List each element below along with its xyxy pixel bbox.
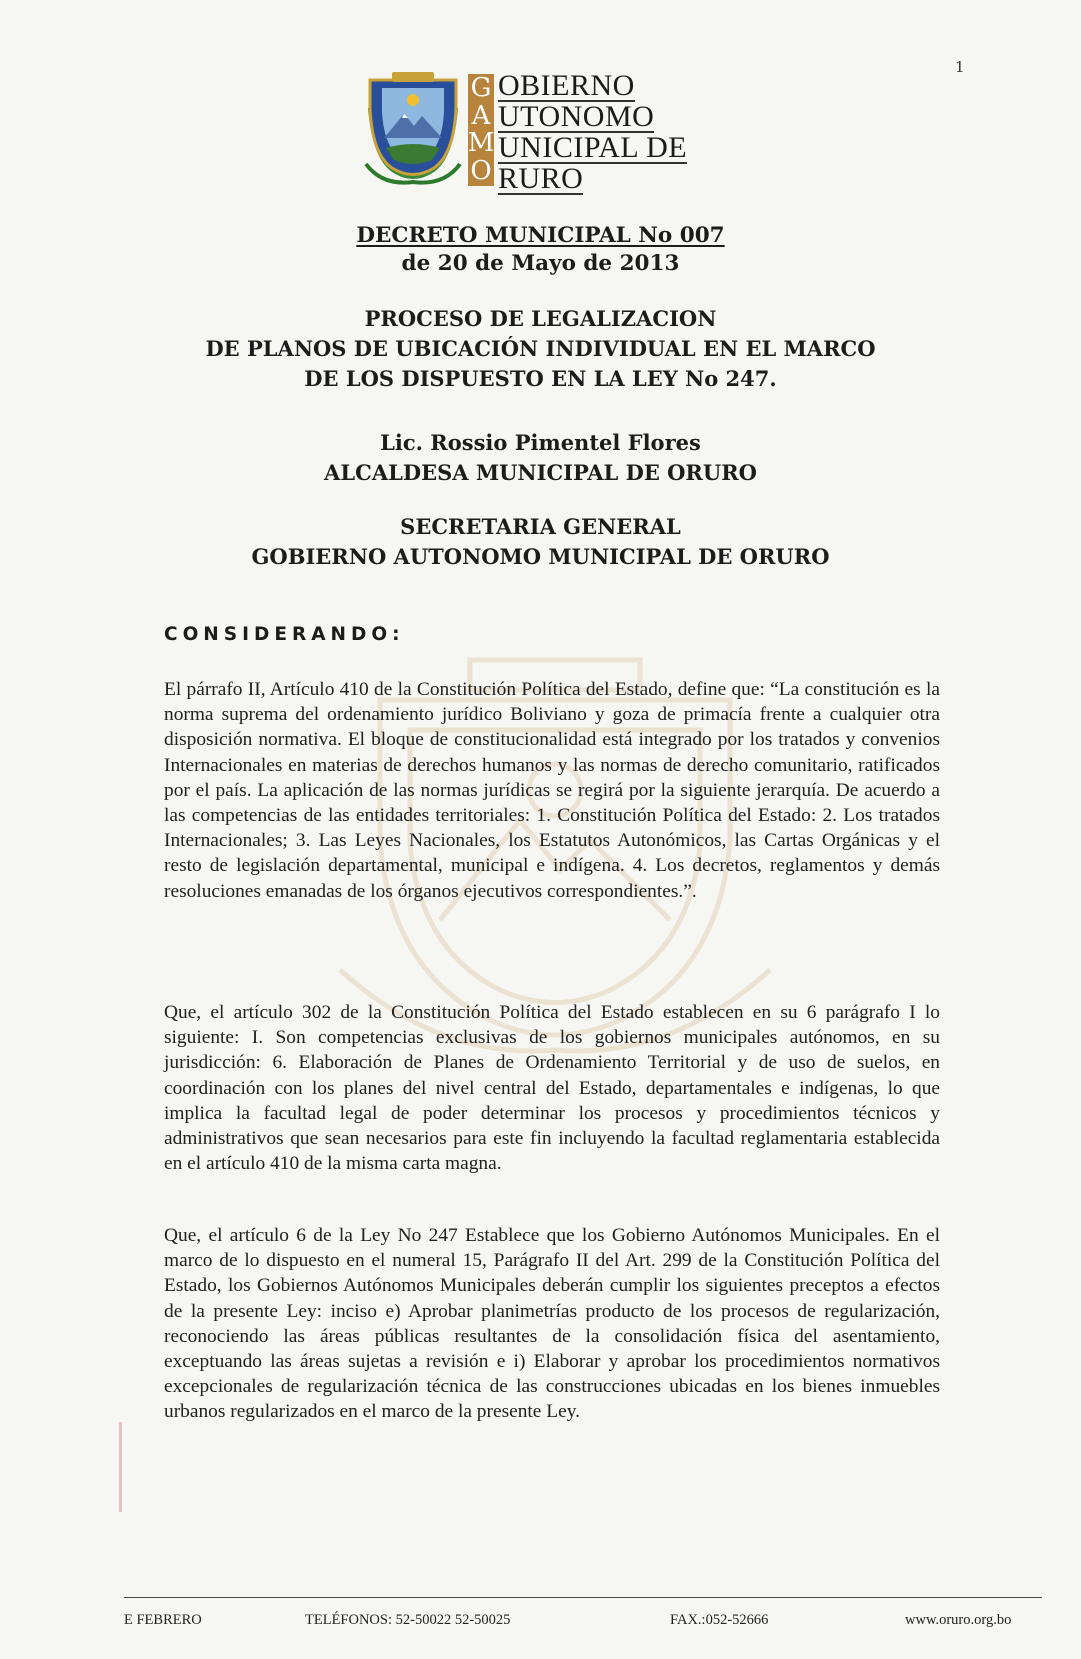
considerando-heading: CONSIDERANDO: <box>164 624 405 645</box>
initials-column <box>468 74 494 186</box>
brand-name <box>498 69 688 196</box>
footer-website: www.oruro.org.bo <box>905 1612 1012 1628</box>
process-title-line: PROCESO DE LEGALIZACION <box>364 306 717 331</box>
initial-letter: A <box>471 100 491 131</box>
secretary-block <box>0 512 1081 572</box>
decree-heading <box>0 222 1081 278</box>
coat-of-arms-icon <box>362 68 464 186</box>
brand-line: OBIERNO <box>498 69 635 102</box>
secretary-title: SECRETARIA GENERAL <box>400 514 681 539</box>
footer-phones: TELÉFONOS: 52-50022 52-50025 <box>305 1612 511 1628</box>
letterhead <box>362 64 722 194</box>
initial-letter: G <box>470 73 492 103</box>
decree-title: DECRETO MUNICIPAL No 007 <box>356 223 725 248</box>
scan-artifact <box>119 1422 122 1512</box>
secretary-org: GOBIERNO AUTONOMO MUNICIPAL DE ORURO <box>251 544 830 569</box>
footer-address: E FEBRERO <box>124 1612 202 1628</box>
footer-divider <box>124 1597 1042 1598</box>
decree-date: de 20 de Mayo de 2013 <box>401 251 680 276</box>
signer-name: Lic. Rossio Pimentel Flores <box>380 430 701 455</box>
paragraph: Que, el artículo 6 de la Ley No 247 Establece que los Gobierno Autónomos Municipales. En el marco de lo dispuesto en el numeral 15, Parágrafo II del Art. 299 de la Constitución Política del Estado, los Gobiernos Autónomos Municipales deberán cumplir los siguientes preceptos a efectos de la presente Ley: inciso e) Aprobar planimetrías producto de los procesos de regularización, reconociendo las áreas públicas resultantes de la consolidación física del asentamiento, exceptuando las áreas sujetas a revisión e i) Elaborar y aprobar los procedimientos normativos excepcionales de regularización técnica de las construcciones ubicadas en los bienes inmuebles urbanos regularizados en el marco de la presente Ley. <box>164 1225 940 1423</box>
process-title <box>0 304 1081 394</box>
initial-letter: M <box>467 128 495 159</box>
initial-letter: O <box>470 155 492 186</box>
paragraph: Que, el artículo 302 de la Constitución Política del Estado establecen en su 6 parágrafo I lo siguiente: I. Son competencias exclusivas de los gobiernos municipales autónomos, en su jurisdicción: 6. Elaboración de Planes de Ordenamiento Territorial y de uso de suelos, en coordinación con los planes del nivel central del Estado, departamentales e indígenas, lo que implica la facultad legal de poder determinar los procesos y procedimientos técnicos y administrativos que sean necesarios para este fin incluyendo la facultad reglamentaria establecida en el artículo 410 de la misma carta magna. <box>164 1002 940 1175</box>
signer-role: ALCALDESA MUNICIPAL DE ORURO <box>324 460 757 485</box>
brand-line: UNICIPAL DE <box>498 131 688 164</box>
process-title-line: DE PLANOS DE UBICACIÓN INDIVIDUAL EN EL MARCO <box>205 336 876 361</box>
brand-line: RURO <box>498 162 584 195</box>
page-number: 1 <box>955 58 965 76</box>
paragraph: El párrafo II, Artículo 410 de la Constitución Política del Estado, define que: “La constitución es la norma suprema del ordenamiento jurídico Boliviano y goza de primacía frente a cualquier otra disposición normativa. El bloque de constitucionalidad está integrado por los tratados y convenios Internacionales en materias de derechos humanos y las normas de derecho comunitario, ratificados por el país. La aplicación de las normas jurídicas se regirá por la siguiente jerarquía. De acuerdo a las competencias de las entidades territoriales: 1. Constitución Política del Estado: 2. Los tratados Internacionales; 3. Las Leyes Nacionales, los Estatutos Autonómicos, las Cartas Orgánicas y el resto de legislación departamental, municipal e indígena. 4. Los decretos, reglamentos y demás resoluciones emanadas de los órganos ejecutivos correspondientes.”. <box>164 679 940 902</box>
brand-line: UTONOMO <box>498 100 655 133</box>
process-title-line: DE LOS DISPUESTO EN LA LEY No 247. <box>304 366 777 391</box>
footer-fax: FAX.:052-52666 <box>670 1612 769 1628</box>
signer-block <box>0 428 1081 488</box>
